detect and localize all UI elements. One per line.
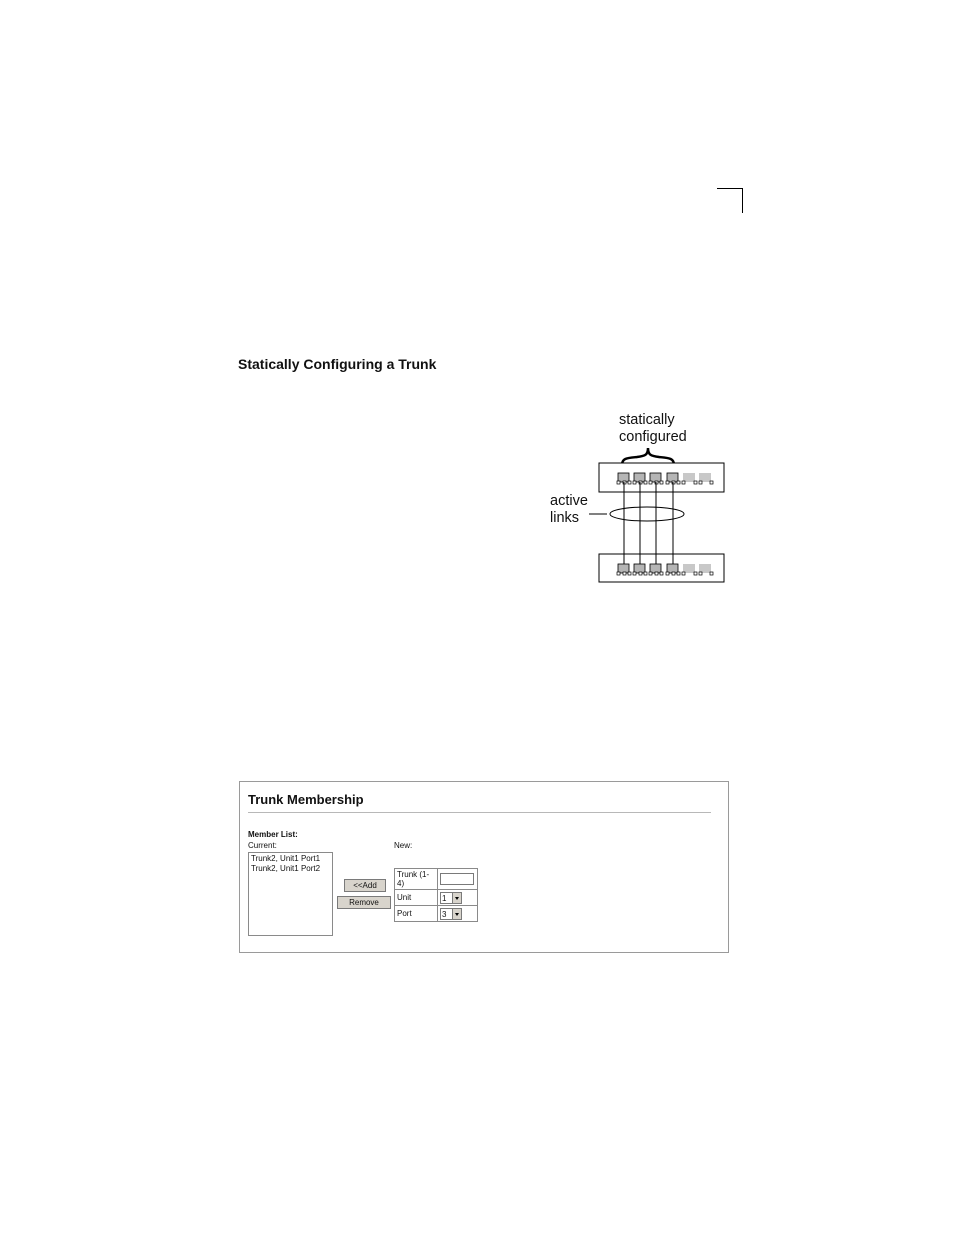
member-list-label: Member List: [248,830,298,839]
panel-title: Trunk Membership [248,792,364,807]
label-line: links [550,510,580,526]
trunk-membership-panel [239,781,729,953]
list-item[interactable]: Trunk2, Unit1 Port2 [251,864,321,873]
port-label: Port [395,906,438,922]
trunk-input[interactable] [440,873,474,885]
remove-button[interactable]: Remove [337,896,391,909]
title-divider [248,812,711,813]
list-item[interactable]: Trunk2, Unit1 Port1 [251,854,321,863]
label-line: active [550,493,588,509]
label-line: statically [619,412,675,428]
add-button[interactable]: <<Add [344,879,386,892]
new-label: New: [394,841,413,850]
section-heading: Statically Configuring a Trunk [238,356,437,372]
new-member-form [394,868,478,922]
chevron-down-icon[interactable] [452,909,461,919]
unit-select-value: 1 [442,893,447,903]
chevron-down-icon[interactable] [452,893,461,903]
active-links-label [550,493,588,527]
label-line: configured [619,429,687,445]
port-select-value: 3 [442,909,447,919]
trunk-label: Trunk (1-4) [395,869,438,890]
current-member-listbox[interactable] [248,852,333,936]
unit-select[interactable] [440,892,462,904]
unit-label: Unit [395,890,438,906]
port-select[interactable] [440,908,462,920]
trunk-links [624,482,673,564]
brace-shape [622,448,674,465]
current-label: Current: [248,841,277,850]
statically-configured-label [619,412,687,446]
